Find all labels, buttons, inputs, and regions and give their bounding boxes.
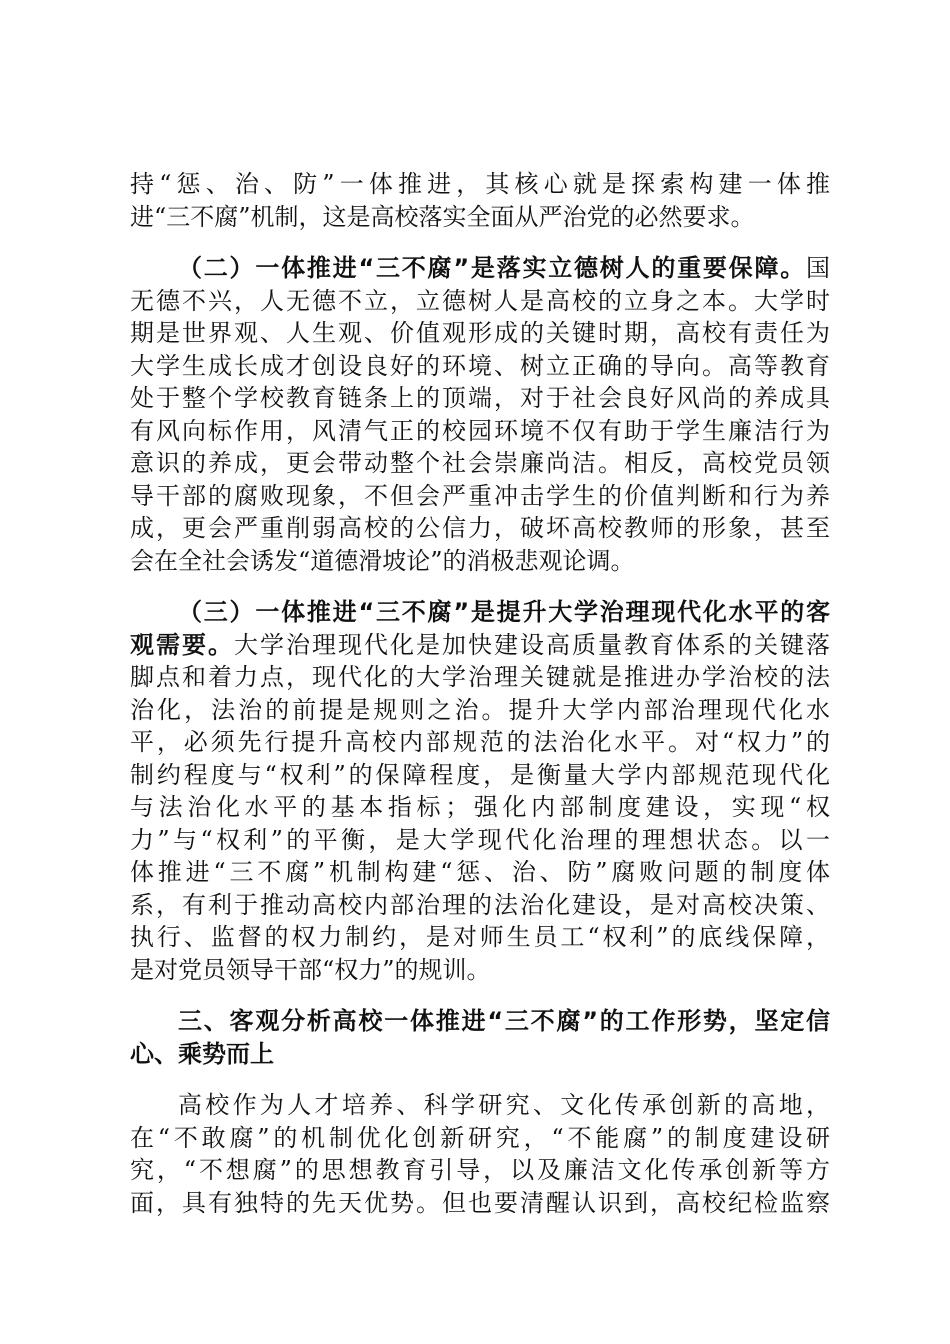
heading-line: 三、客观分析高校一体推进“三不腐”的工作形势，坚定信: [178, 1007, 830, 1035]
text-line: 在“不敢腐”的机制优化创新研究，“不能腐”的制度建设研: [130, 1123, 830, 1152]
paragraph-section-3: [130, 596, 830, 986]
text-line: 体推进“三不腐”机制构建“惩、治、防”腐败问题的制度体: [130, 858, 830, 886]
paragraph-section-2: [130, 252, 830, 577]
text-line: 是对党员领导干部“权力”的规训。: [130, 955, 491, 984]
text-line: 进“三不腐”机制，这是高校落实全面从严治党的必然要求。: [130, 202, 755, 231]
text-line: 大学生成长成才创设良好的环境、树立正确的导向。高等教育: [130, 351, 830, 380]
text-line: 高校作为人才培养、科学研究、文化传承创新的高地，: [178, 1091, 830, 1119]
text-fragment: 大学治理现代化是加快建设高质量教育体系的关键落: [234, 630, 830, 659]
text-line: 系，有利于推动高校内部治理的法治化建设，是对高校决策、: [130, 890, 830, 919]
text-line: 与法治化水平的基本指标；强化内部制度建设，实现“权: [130, 793, 830, 821]
text-line: 执行、监督的权力制约，是对师生员工“权利”的底线保障，: [130, 923, 830, 951]
text-line: 无德不兴，人无德不立，立德树人是高校的立身之本。大学时: [130, 286, 830, 315]
text-line: 处于整个学校教育链条上的顶端，对于社会良好风尚的养成具: [130, 384, 830, 412]
bold-lead-heading: （三）一体推进“三不腐”是提升大学治理现代化水平的客: [178, 598, 830, 626]
section-heading: [130, 1005, 830, 1070]
text-fragment: 国: [806, 254, 830, 282]
text-line: 持“惩、治、防”一体推进，其核心就是探索构建一体推: [130, 170, 830, 198]
bold-lead-heading: （二）一体推进“三不腐”是落实立德树人的重要保障。: [178, 254, 806, 282]
document-page: [130, 168, 830, 1238]
paragraph-intro: [130, 168, 830, 233]
text-line: 期是世界观、人生观、价值观形成的关键时期，高校有责任为: [130, 319, 830, 347]
text-line: 究，“不想腐”的思想教育引导，以及廉洁文化传承创新等方: [130, 1156, 830, 1184]
text-line: [130, 629, 830, 662]
text-line: 脚点和着力点，现代化的大学治理关键就是推进办学治校的法: [130, 663, 830, 691]
text-line: 意识的养成，更会带动整个社会崇廉尚洁。相反，高校党员领: [130, 449, 830, 477]
text-line: 制约程度与“权利”的保障程度，是衡量大学内部规范现代化: [130, 760, 830, 789]
text-line: 导干部的腐败现象，不但会严重冲击学生的价值判断和行为养: [130, 481, 830, 510]
text-line: 有风向标作用，风清气正的校园环境不仅有助于学生廉洁行为: [130, 416, 830, 445]
text-line: [130, 252, 830, 285]
text-line: 会在全社会诱发“道德滑坡论”的消极悲观论调。: [130, 546, 635, 575]
text-line: 平，必须先行提升高校内部规范的法治化水平。对“权力”的: [130, 728, 830, 756]
text-line: 治化，法治的前提是规则之治。提升大学内部治理现代化水: [130, 695, 830, 724]
text-line: 力”与“权利”的平衡，是大学现代化治理的理想状态。以一: [130, 825, 830, 854]
heading-line: 心、乘势而上: [130, 1039, 274, 1068]
text-line: 成，更会严重削弱高校的公信力，破坏高校教师的形象，甚至: [130, 514, 830, 542]
text-line: 面，具有独特的先天优势。但也要清醒认识到，高校纪检监察: [130, 1188, 830, 1217]
paragraph-final: [130, 1089, 830, 1219]
bold-lead-heading-end: 观需要。: [130, 630, 234, 659]
